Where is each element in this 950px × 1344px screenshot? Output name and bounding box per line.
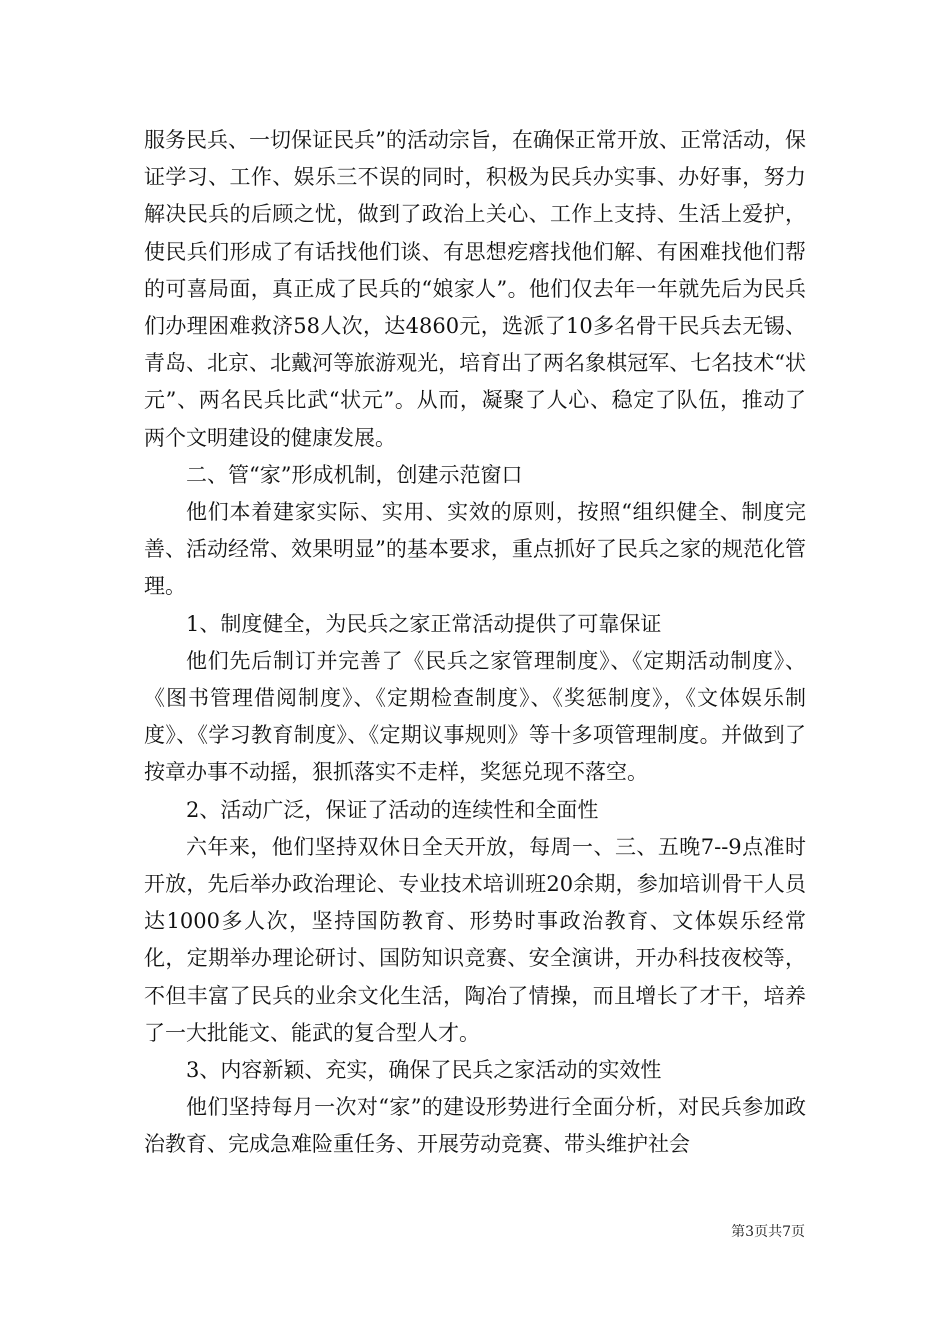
paragraph-monthly-analysis: 他们坚持每月一次对“家”的建设形势进行全面分析，对民兵参加政治教育、完成急难险重任务、开展劳动竞赛、带头维护社会 [144, 1095, 806, 1157]
document-body [144, 122, 806, 1164]
page-number-footer: 第3页共7页 [731, 1224, 805, 1240]
paragraph-activities: 六年来，他们坚持双休日全天开放，每周一、三、五晚7--9点准时开放，先后举办政治理论、专业技术培训班20余期，参加培训骨干人员达1000多人次，坚持国防教育、形势时事政治教育、文体娱乐经常化，定期举办理论研讨、国防知识竞赛、安全演讲，开办科技夜校等，不但丰富了民兵的业余文化生活，陶冶了情操，而且增长了才干，培养了一大批能文、能武的复合型人才。 [144, 834, 806, 1045]
section-heading-2: 二、管“家”形成机制，创建示范窗口 [186, 462, 523, 487]
paragraph-regulations: 他们先后制订并完善了《民兵之家管理制度》、《定期活动制度》、《图书管理借阅制度》、《定期检查制度》、《奖惩制度》，《文体娱乐制度》、《学习教育制度》、《定期议事规则》等十多项管理制度。并做到了按章办事不动摇，狠抓落实不走样，奖惩兑现不落空。 [144, 648, 806, 785]
paragraph-intro-continued: 服务民兵、一切保证民兵”的活动宗旨，在确保正常开放、正常活动，保证学习、工作、娱乐三不误的同时，积极为民兵办实事、办好事，努力解决民兵的后顾之忧，做到了政治上关心、工作上支持、生活上爱护，使民兵们形成了有话找他们谈、有思想疙瘩找他们解、有困难找他们帮的可喜局面，真正成了民兵的“娘家人”。他们仅去年一年就先后为民兵们办理困难救济58人次，达4860元，选派了10多名骨干民兵去无锡、青岛、北京、北戴河等旅游观光，培育出了两名象棋冠军、七名技术“状元”、两名民兵比武“状元”。从而，凝聚了人心、稳定了队伍，推动了两个文明建设的健康发展。 [144, 128, 806, 450]
subheading-1: 1、制度健全，为民兵之家正常活动提供了可靠保证 [186, 611, 662, 636]
paragraph-section-2-intro: 他们本着建家实际、实用、实效的原则，按照“组织健全、制度完善、活动经常、效果明显”的基本要求，重点抓好了民兵之家的规范化管理。 [144, 500, 806, 599]
subheading-3: 3、内容新颖、充实，确保了民兵之家活动的实效性 [186, 1058, 662, 1083]
subheading-2: 2、活动广泛，保证了活动的连续性和全面性 [186, 797, 599, 822]
